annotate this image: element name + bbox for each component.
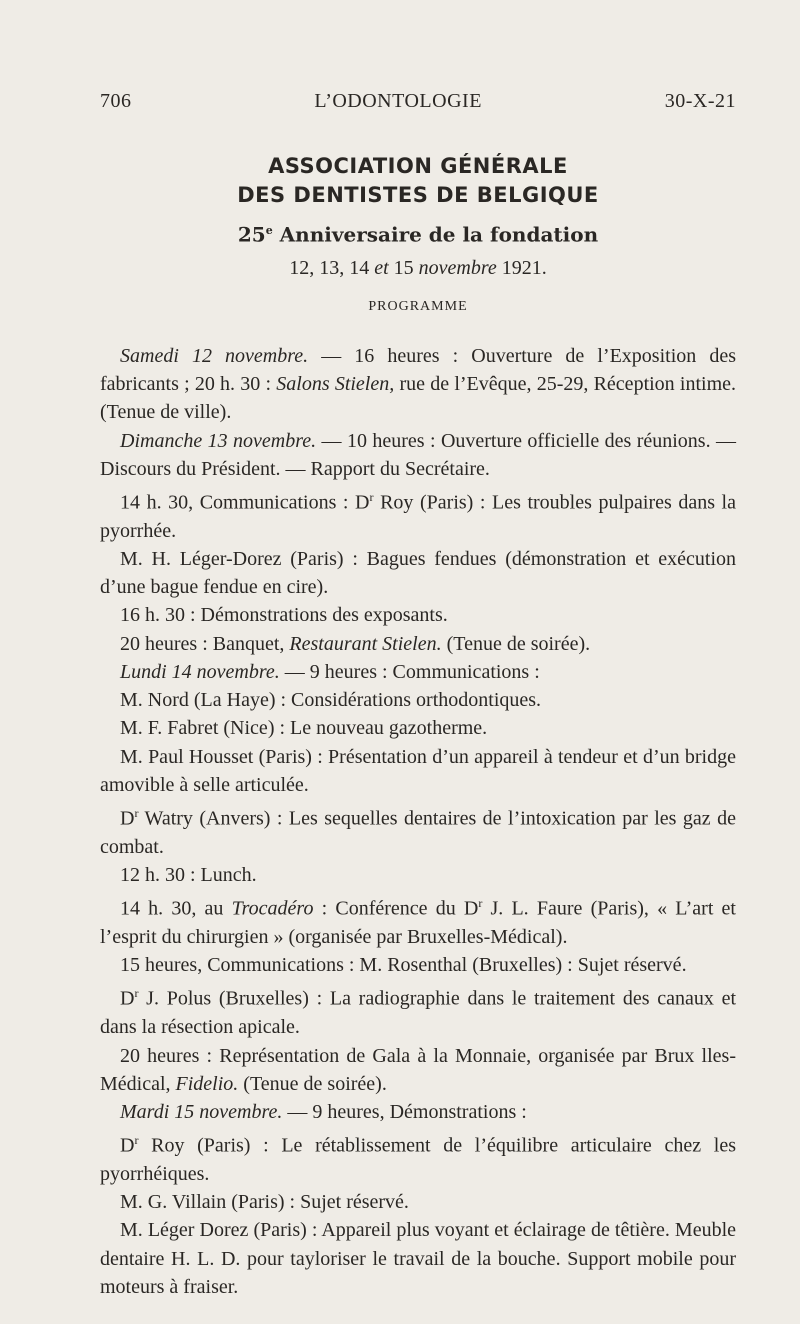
italic-text: Samedi 12 novembre. [120, 345, 309, 367]
paragraph-text: 14 h. 30, Communications : D [120, 491, 370, 514]
programme-paragraph [100, 545, 736, 601]
anniversary-number: 25 [237, 222, 266, 247]
anniversary-text: Anniversaire de la fondation [272, 222, 599, 247]
title-line-1: ASSOCIATION GÉNÉRALE [268, 154, 568, 178]
italic-text: Dimanche 13 novembre. [120, 429, 317, 452]
paragraph-text: — 9 heures, Démonstrations : [282, 1100, 527, 1123]
superscript-text: r [478, 896, 483, 911]
paragraph-text: M. Paul Housset (Paris) : Présentation d’un appareil à tendeur et d’un bridge amovible à selle articulée. [100, 745, 736, 796]
paragraph-text: 14 h. 30, au [120, 897, 232, 920]
programme-paragraph [100, 951, 736, 979]
programme-paragraph [100, 1188, 736, 1216]
paragraph-text: — 16 heures : Ouverture de l’Exposition des fabricants ; 20 h. 30 : [100, 345, 736, 396]
programme-paragraph [100, 427, 736, 483]
page-number: 706 [100, 90, 132, 112]
programme-heading: PROGRAMME [368, 298, 468, 314]
paragraph-text: D [120, 1134, 135, 1157]
programme-paragraph [100, 1216, 736, 1301]
title-block [100, 152, 736, 315]
programme-paragraph [100, 799, 736, 861]
anniversary-suffix: e [265, 224, 273, 237]
dates-part-b: 15 [388, 256, 419, 279]
programme-paragraph [100, 630, 736, 658]
paragraph-text: J. Polus (Bruxelles) : La radiographie dans le traitement des canaux et dans la résection apicale. [100, 988, 736, 1039]
dates-month: novembre [418, 256, 497, 279]
paragraph-text: M. G. Villain (Paris) : Sujet réservé. [120, 1191, 409, 1214]
paragraph-text: Roy (Paris) : Les troubles pulpaires dans la pyorrhée. [100, 491, 736, 542]
programme-paragraph [100, 1042, 736, 1098]
paragraph-text: rue de l’Evêque, 25-29, Réception intime. (Tenue de ville). [100, 373, 736, 424]
italic-text: Fidelio. [175, 1072, 239, 1095]
italic-text: Restaurant Stielen. [289, 632, 442, 655]
superscript-text: r [134, 1133, 139, 1148]
italic-text: Mardi 15 novembre. [120, 1100, 283, 1123]
programme-paragraph [100, 483, 736, 545]
paragraph-text: — 9 heures : Communications : [279, 660, 540, 683]
paragraph-text: 20 heures : Représentation de Gala à la Monnaie, organisée par Brux lles-Médical, [100, 1044, 736, 1095]
italic-text: Salons Stielen, [276, 373, 395, 396]
paragraph-text: Watry (Anvers) : Les sequelles dentaires de l’intoxication par les gaz de combat. [100, 807, 736, 858]
programme-paragraph [100, 658, 736, 686]
programme-body [100, 342, 736, 1301]
paragraph-text: Roy (Paris) : Le rétablissement de l’équilibre articulaire chez les pyorrhéiques. [100, 1134, 736, 1185]
paragraph-text: M. Nord (La Haye) : Considérations orthodontiques. [120, 689, 542, 712]
programme-paragraph [100, 714, 736, 742]
paragraph-text: J. L. Faure (Paris), « L’art et l’esprit du chirurgien » (organisée par Bruxelles-Médical). [100, 897, 736, 949]
programme-paragraph [100, 1098, 736, 1126]
paragraph-text: M. H. Léger-Dorez (Paris) : Bagues fendues (démonstration et exécution d’une bague fendue en cire). [100, 548, 736, 599]
issue-date: 30-X-21 [664, 90, 736, 112]
programme-paragraph [100, 342, 736, 427]
paragraph-text: (Tenue de soirée). [238, 1072, 387, 1095]
paragraph-text: 16 h. 30 : Démonstrations des exposants. [120, 604, 448, 627]
dates-part-a: 12, 13, 14 [289, 256, 375, 279]
anniversary-subtitle [100, 216, 736, 250]
paragraph-text: : Conférence du D [313, 897, 479, 920]
event-dates [100, 253, 736, 283]
paragraph-text: D [120, 988, 135, 1011]
programme-paragraph [100, 979, 736, 1041]
running-head [100, 90, 736, 113]
paragraph-text: D [120, 807, 135, 830]
paragraph-text: (Tenue de soirée). [441, 632, 591, 655]
superscript-text: r [369, 490, 374, 505]
programme-paragraph [100, 743, 736, 799]
paragraph-text: 15 heures, Communications : M. Rosenthal (Bruxelles) : Sujet réservé. [120, 954, 687, 977]
paragraph-text: 20 heures : Banquet, [120, 632, 290, 655]
journal-title: L’ODONTOLOGIE [314, 90, 482, 112]
superscript-text: r [134, 805, 139, 820]
dates-et: et [374, 256, 389, 279]
programme-paragraph [100, 889, 736, 951]
superscript-text: r [134, 986, 139, 1001]
title-line-2: DES DENTISTES DE BELGIQUE [237, 183, 599, 207]
paragraph-text: M. Léger Dorez (Paris) : Appareil plus voyant et éclairage de têtière. Meuble dentaire H. L. D. pour tayloriser le travail de la bouche. Support mobile pour moteurs à fraiser. [100, 1219, 736, 1298]
programme-paragraph [100, 686, 736, 714]
programme-paragraph [100, 601, 736, 629]
programme-paragraph [100, 1126, 736, 1188]
programme-paragraph [100, 861, 736, 889]
italic-text: Trocadéro [231, 897, 314, 920]
paragraph-text: 12 h. 30 : Lunch. [120, 863, 257, 886]
italic-text: Lundi 14 novembre. [120, 660, 280, 683]
dates-year: 1921. [496, 256, 547, 279]
paragraph-text: M. F. Fabret (Nice) : Le nouveau gazotherme. [120, 717, 488, 740]
paragraph-text: — 10 heures : Ouverture officielle des réunions. — Discours du Président. — Rapport du Secrétaire. [100, 429, 737, 480]
